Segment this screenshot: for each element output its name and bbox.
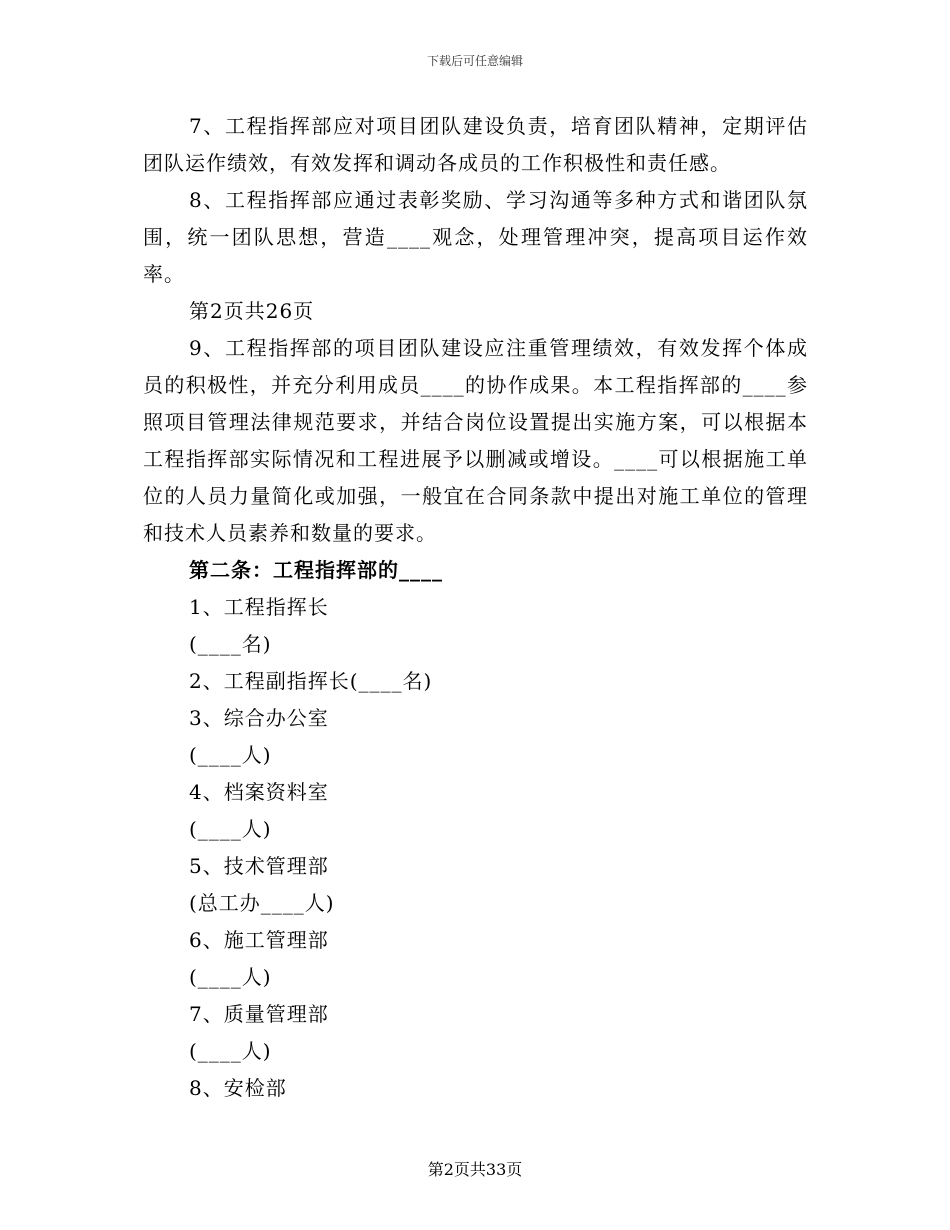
list-item: 2、工程副指挥长(____名): [189, 669, 433, 693]
section-title: 第二条：工程指挥部的____: [189, 558, 443, 582]
list-item: 8、安检部: [189, 1076, 287, 1100]
page-footer: 第2页共33页: [427, 1160, 523, 1179]
list-item: (____人): [189, 817, 272, 841]
list-item: 1、工程指挥长: [189, 595, 329, 619]
paragraph-7: 7、工程指挥部应对项目团队建设负责，培育团队精神，定期评估团队运作绩效，有效发挥和调动各成员的工作积极性和责任感。: [143, 114, 808, 175]
document-body: [143, 108, 808, 1107]
paragraph-9: 9、工程指挥部的项目团队建设应注重管理绩效，有效发挥个体成员的积极性，并充分利用成员____的协作成果。本工程指挥部的____参照项目管理法律规范要求，并结合岗位设置提出实施方案，可以根据本工程指挥部实际情况和工程进展予以删减或增设。____可以根据施工单位的人员力量简化或加强，一般宜在合同条款中提出对施工单位的管理和技术人员素养和数量的要求。: [143, 336, 808, 545]
list-item: (总工办____人): [189, 891, 335, 915]
page-marker: 第2页共26页: [189, 299, 315, 323]
page-header: 下载后可任意编辑: [426, 54, 523, 68]
list-item: 4、档案资料室: [189, 780, 329, 804]
paragraph-8: 8、工程指挥部应通过表彰奖励、学习沟通等多种方式和谐团队氛围，统一团队思想，营造____观念，处理管理冲突，提高项目运作效率。: [143, 188, 808, 286]
list-item: 5、技术管理部: [189, 854, 329, 878]
list-item: 6、施工管理部: [189, 928, 329, 952]
list-item: (____名): [189, 632, 272, 656]
list-item: (____人): [189, 965, 272, 989]
list-item: (____人): [189, 1039, 272, 1063]
list-item: 3、综合办公室: [189, 706, 329, 730]
list-item: 7、质量管理部: [189, 1002, 329, 1026]
list-item: (____人): [189, 743, 272, 767]
